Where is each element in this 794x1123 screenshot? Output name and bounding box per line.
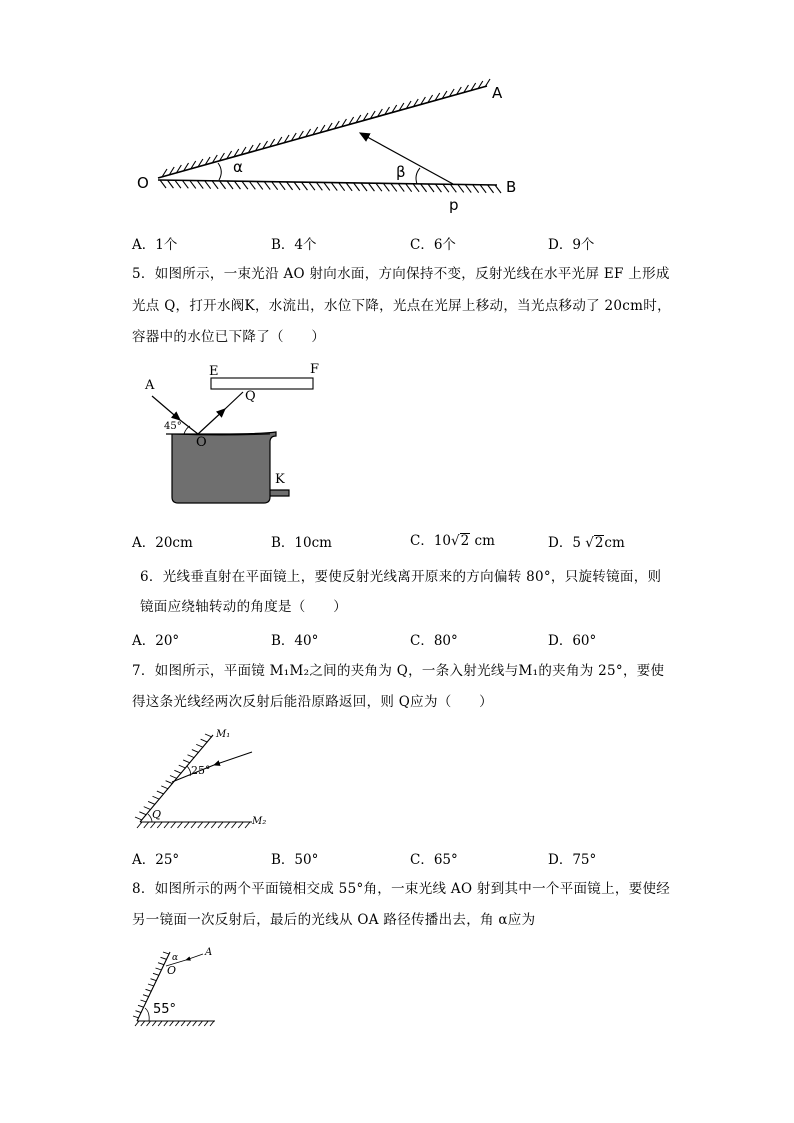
q5-option-d-radicand: 2 bbox=[594, 535, 604, 551]
q5-option-d-prefix: D．5 bbox=[548, 535, 581, 551]
mirror-hatch bbox=[164, 1021, 168, 1026]
q4-option-a[interactable]: A．1个 bbox=[132, 237, 178, 253]
label-o: O bbox=[137, 174, 149, 192]
label-e: E bbox=[209, 364, 219, 379]
label-m1: M₁ bbox=[216, 729, 231, 740]
label-p: p bbox=[449, 196, 459, 214]
mirror-hatch bbox=[210, 1021, 214, 1026]
label-angle-25: 25° bbox=[191, 764, 211, 777]
mirror-hatch bbox=[141, 1000, 147, 1002]
mirror-hatch bbox=[143, 995, 149, 997]
mirror-hatch bbox=[151, 979, 157, 981]
sqrt-sign: √ bbox=[585, 535, 594, 551]
label-q: Q bbox=[152, 808, 162, 821]
q4-option-c[interactable]: C．6个 bbox=[410, 237, 456, 253]
q7-option-a[interactable]: A．25° bbox=[132, 852, 180, 868]
mirror-hatch bbox=[198, 1021, 202, 1026]
q6-option-a[interactable]: A．20° bbox=[132, 633, 180, 649]
label-q: Q bbox=[245, 389, 256, 404]
mirror-hatch bbox=[181, 1021, 185, 1026]
q5-option-c-unit: cm bbox=[474, 533, 495, 549]
q7-option-b[interactable]: B．50° bbox=[271, 852, 319, 868]
mirror-hatch bbox=[146, 989, 152, 991]
q6-line1: 6．光线垂直射在平面镜上，要使反射光线离开原来的方向偏转 80°，只旋转镜面，则 bbox=[140, 569, 662, 585]
mirror-hatch bbox=[158, 1021, 162, 1026]
q6-option-c[interactable]: C．80° bbox=[410, 633, 458, 649]
q7-line2: 得这条光线经两次反射后能沿原路返回，则 Q应为（ ） bbox=[132, 694, 493, 710]
q5-line3: 容器中的水位已下降了（ ） bbox=[132, 329, 326, 345]
label-o: O bbox=[196, 435, 207, 450]
q5-line2: 光点 Q，打开水阀K，水流出，水位下降，光点在光屏上移动，当光点移动了 20cm时， bbox=[132, 298, 671, 314]
q8-line1: 8．如图所示的两个平面镜相交成 55°角，一束光线 AO 射到其中一个平面镜上，要使经 bbox=[132, 881, 671, 897]
q6-option-b[interactable]: B．40° bbox=[271, 633, 319, 649]
q6-line2: 镜面应绕轴转动的角度是（ ） bbox=[140, 599, 347, 615]
q7-option-d[interactable]: D．75° bbox=[548, 852, 597, 868]
label-o: O bbox=[167, 964, 177, 977]
q5-line1: 5．如图所示，一束光沿 AO 射向水面，方向保持不变，反射光线在水平光屏 EF 上形成 bbox=[132, 266, 670, 282]
label-a: A bbox=[205, 947, 213, 958]
mirror-hatch bbox=[193, 1021, 197, 1026]
q6-option-d[interactable]: D．60° bbox=[548, 633, 597, 649]
label-alpha: α bbox=[172, 953, 179, 963]
q5-option-b[interactable]: B．10cm bbox=[271, 535, 332, 551]
label-m2: M₂ bbox=[252, 816, 267, 827]
q5-option-d-unit: cm bbox=[604, 535, 625, 551]
label-angle-45: 45° bbox=[164, 421, 182, 432]
q8-line2: 另一镜面一次反射后，最后的光线从 OA 路径传播出去，角 α应为 bbox=[132, 912, 536, 928]
mirror-hatch bbox=[175, 1021, 179, 1026]
q7-line1: 7．如图所示，平面镜 M₁M₂之间的夹角为 Q，一条入射光线与M₁的夹角为 25°，要使 bbox=[132, 663, 665, 679]
q4-option-d[interactable]: D．9个 bbox=[548, 237, 595, 253]
mirror-hatch bbox=[141, 1021, 145, 1026]
label-beta: β bbox=[396, 163, 406, 181]
mirror-hatch bbox=[136, 1011, 142, 1013]
mirror-hatch bbox=[147, 1021, 151, 1026]
mirror-hatch bbox=[153, 973, 159, 975]
mirror-hatch bbox=[170, 1021, 174, 1026]
mirror-hatch bbox=[148, 984, 154, 986]
label-angle-55: 55° bbox=[153, 1002, 177, 1017]
label-b: B bbox=[506, 178, 517, 196]
q4-option-b[interactable]: B．4个 bbox=[271, 237, 317, 253]
mirror-hatch bbox=[135, 1021, 139, 1026]
mirror-hatch bbox=[138, 1005, 144, 1007]
label-k: K bbox=[275, 472, 285, 487]
mirror-hatch bbox=[204, 1021, 208, 1026]
label-f: F bbox=[310, 362, 320, 377]
q5-option-c-prefix: C．10 bbox=[410, 533, 452, 549]
mirror-hatch bbox=[163, 952, 169, 954]
mirror-hatch bbox=[152, 1021, 156, 1026]
label-a: A bbox=[145, 378, 155, 393]
mirror-hatch bbox=[187, 1021, 191, 1026]
label-a: A bbox=[492, 84, 503, 102]
q5-option-c-radicand: 2 bbox=[460, 533, 470, 549]
q5-option-a[interactable]: A．20cm bbox=[132, 535, 193, 551]
sqrt-sign: √ bbox=[451, 533, 460, 549]
mirror-hatch bbox=[158, 963, 164, 965]
mirror-hatch bbox=[156, 968, 162, 970]
label-alpha: α bbox=[233, 158, 243, 176]
mirror-hatch bbox=[161, 957, 167, 959]
mirror-hatch bbox=[133, 1016, 139, 1018]
q7-option-c[interactable]: C．65° bbox=[410, 852, 458, 868]
